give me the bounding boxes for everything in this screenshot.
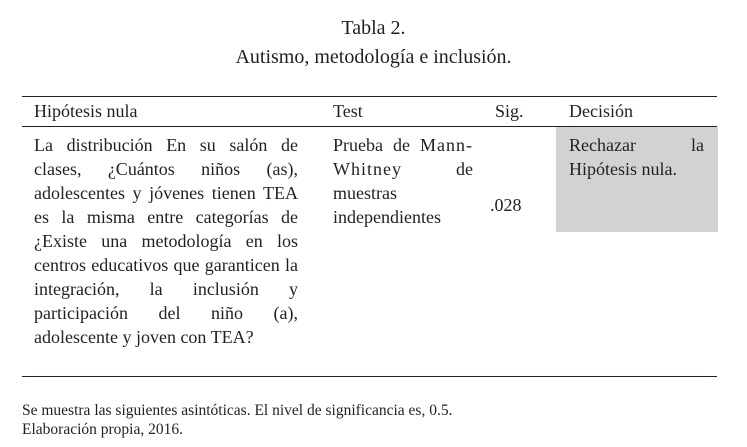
table-note: Se muestra las siguientes asintóticas. El nivel de significancia es, 0.5.: [22, 402, 453, 419]
header-decision: Decisión: [569, 101, 633, 121]
test-text-part1: Prueba de: [333, 135, 410, 155]
test-text-part3: de muestras independientes: [333, 159, 473, 227]
header-test: Test: [333, 101, 363, 121]
sig-cell: .028: [490, 195, 522, 215]
decision-cell: Rechazar la Hipótesis nula.: [569, 135, 704, 179]
header-hypothesis: Hipótesis nula: [34, 101, 138, 121]
test-cell: [333, 133, 473, 229]
test-text-part2: Mann-Whitney: [333, 135, 473, 179]
header-sig: Sig.: [495, 101, 524, 121]
table-label: Tabla 2.: [341, 17, 406, 39]
table-top-rule: [22, 96, 717, 97]
table-bottom-rule: [22, 376, 717, 377]
table-title: Autismo, metodología e inclusión.: [235, 46, 512, 68]
hypothesis-cell: La distribución En su salón de clases, ¿Cuántos niños (as), adolescentes y jóvenes tienen TEA es la misma entre categorías de ¿Existe una metodología en los centros educativos que garanticen la integración, la inclusión y participación del niño (a), adolescente y joven con TEA?: [34, 135, 298, 347]
table-source: Elaboración propia, 2016.: [22, 421, 183, 438]
